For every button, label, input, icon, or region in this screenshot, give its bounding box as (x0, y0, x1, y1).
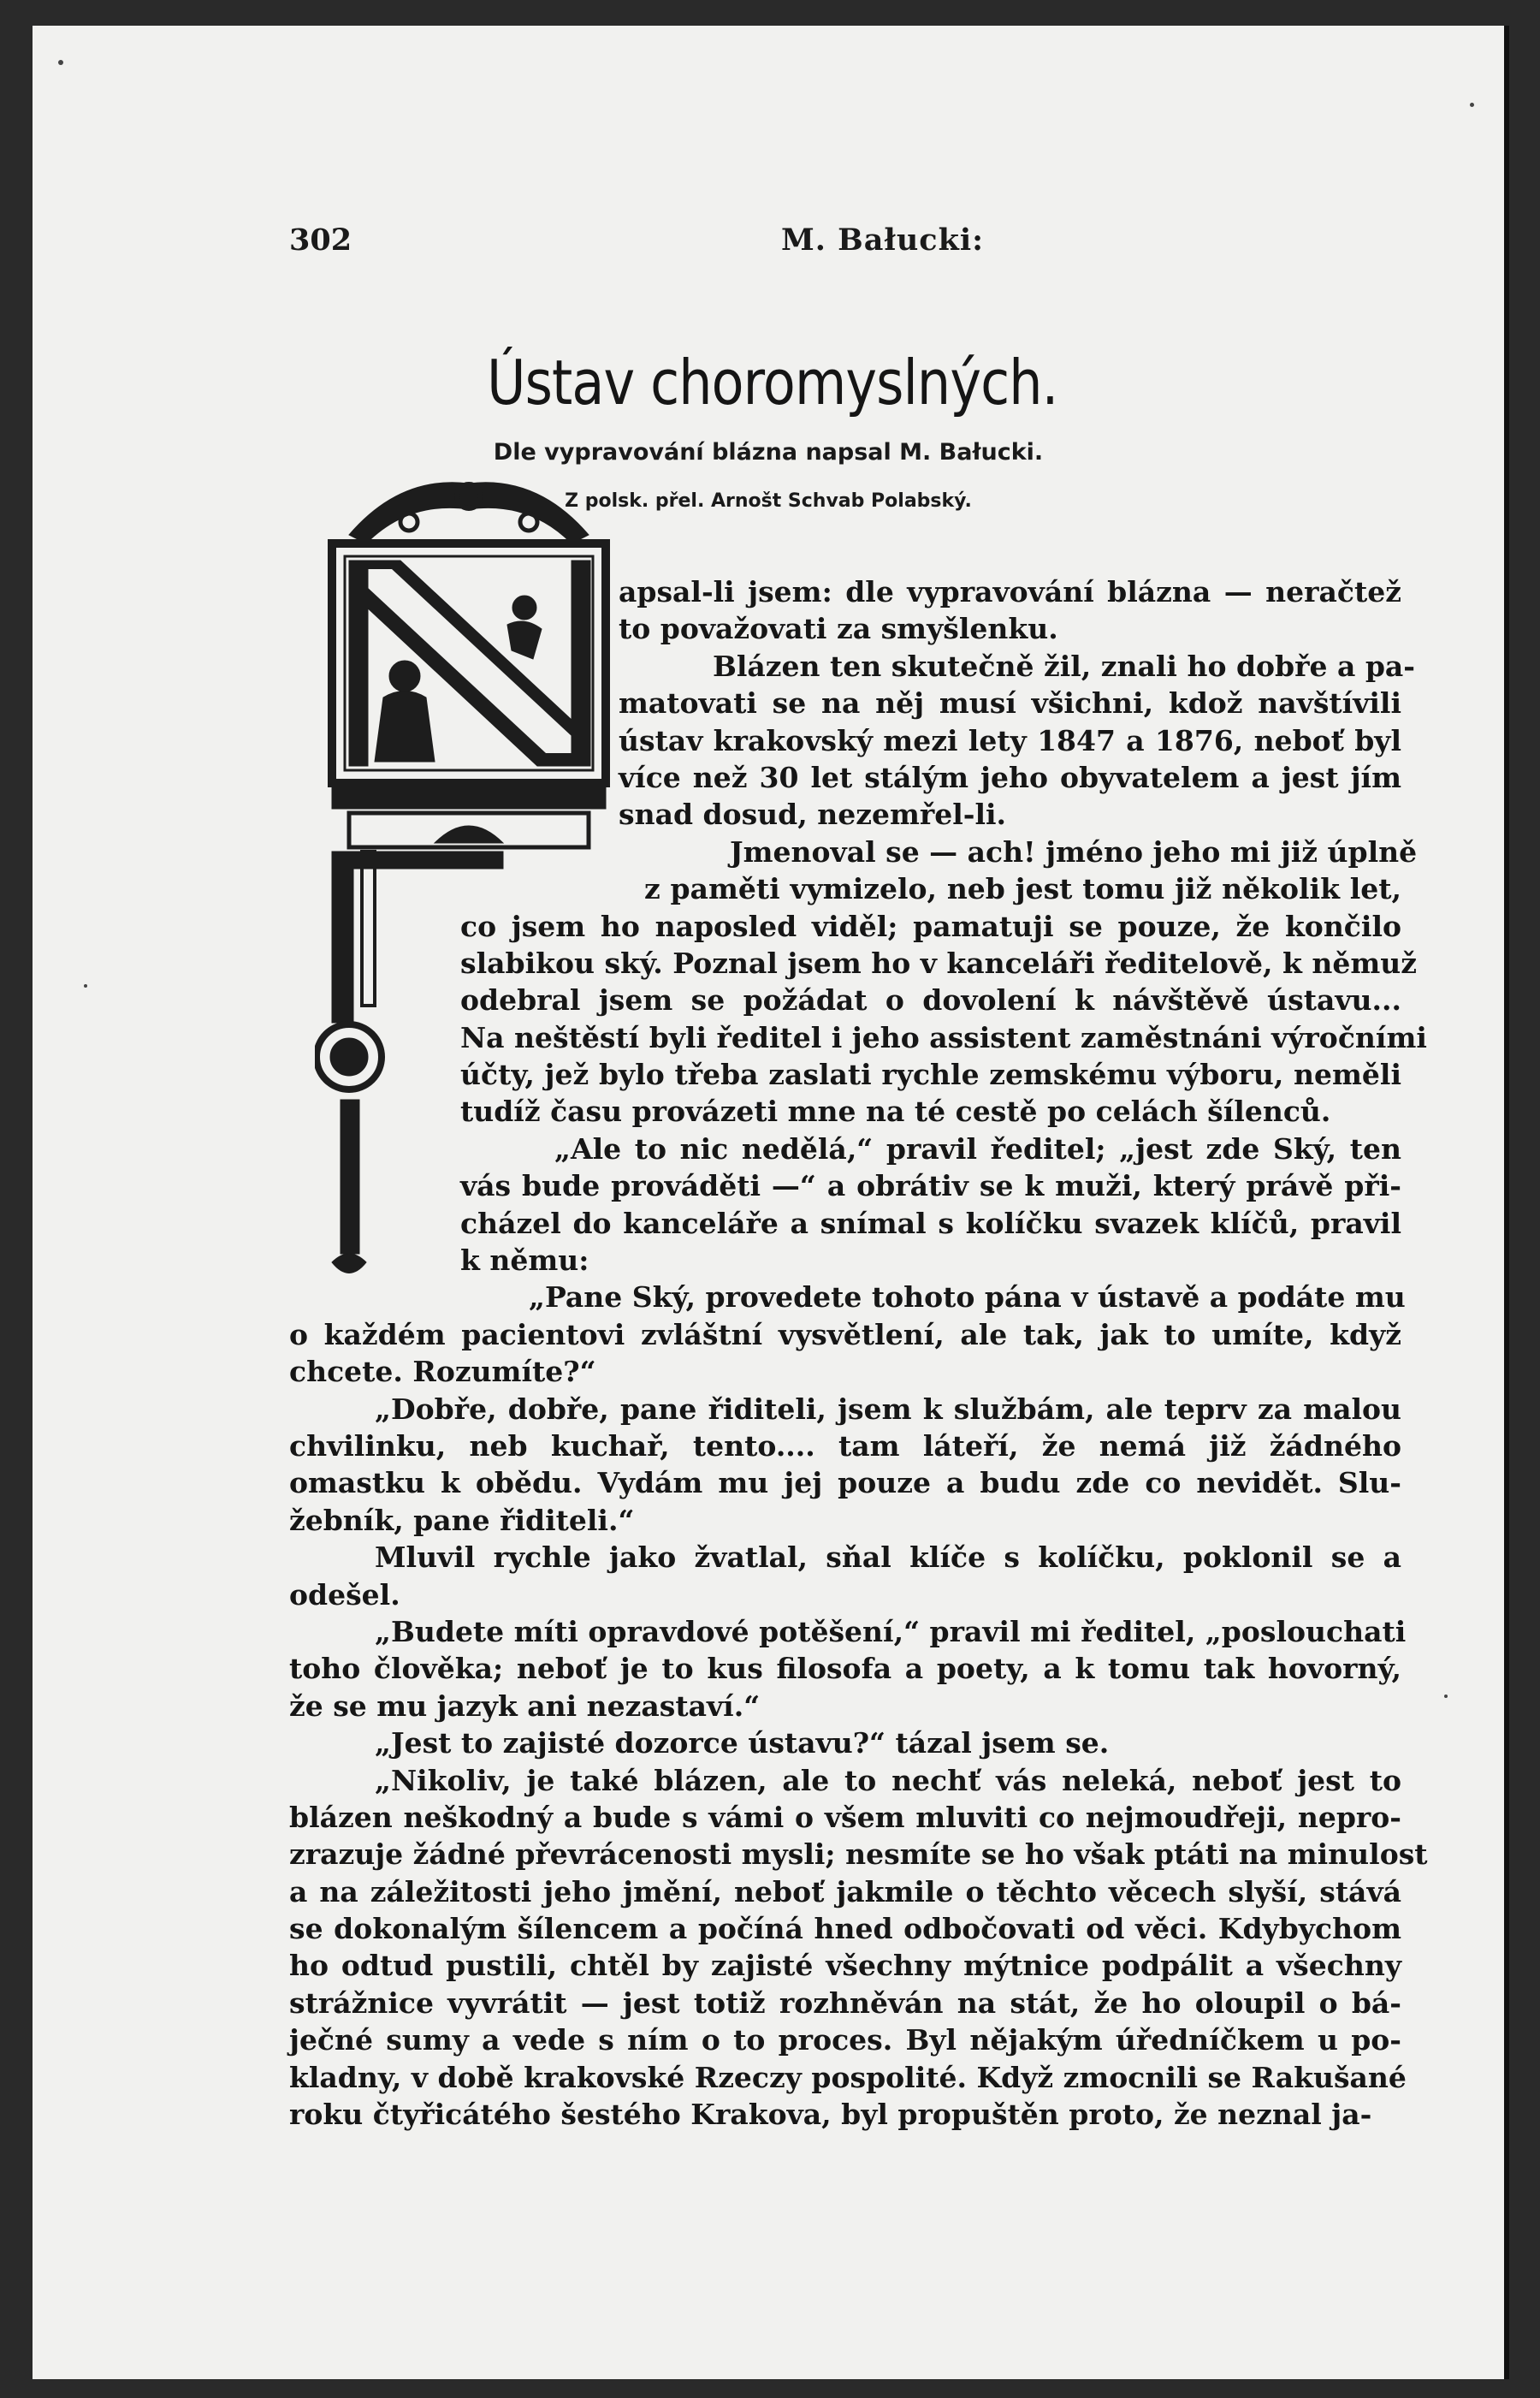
running-head: M. Bałucki: (781, 223, 985, 258)
book-page (33, 26, 1509, 2379)
text-line: slabikou ský. Poznal jsem ho v kanceláři ředitelově, k němuž (460, 946, 1418, 980)
text-line: cházel do kanceláře a snímal s kolíčku svazek klíčů, pravil (460, 1206, 1401, 1240)
text-line: z paměti vymizelo, neb jest tomu již několik let, (644, 872, 1401, 906)
text-line: k němu: (460, 1244, 589, 1278)
translator-credit: Z polsk. přel. Arnošt Schvab Polabský. (565, 490, 972, 512)
text-line: snad dosud, nezemřel-li. (619, 798, 1007, 832)
text-line: „Pane Ský, provedete tohoto pána v ústavě a podáte mu (529, 1280, 1406, 1315)
text-line: „Ale to nic nedělá,“ pravil ředitel; „jest zde Ský, ten (554, 1131, 1401, 1166)
text-line: to považovati za smyšlenku. (619, 612, 1058, 646)
text-line: odešel. (289, 1577, 400, 1612)
text-line: žebník, pane řiditeli.“ (289, 1503, 635, 1537)
text-line: ječné sumy a vede s ním o to proces. Byl nějakým úředníčkem u po- (289, 2023, 1401, 2057)
text-line: „Jest to zajisté dozorce ústavu?“ tázal jsem se. (375, 1726, 1110, 1760)
text-line: blázen neškodný a bude s vámi o všem mluviti co nejmoudřeji, nepro- (289, 1800, 1401, 1834)
text-line: matovati se na něj musí všichni, kdož navštívili (619, 686, 1401, 721)
page-header (289, 223, 1401, 274)
text-line: zrazuje žádné převrácenosti mysli; nesmíte se ho však ptáti na minulost (289, 1837, 1428, 1872)
text-line: že se mu jazyk ani nezastaví.“ (289, 1689, 761, 1723)
text-line: více než 30 let stálým jeho obyvatelem a jest jím (619, 760, 1401, 794)
text-line: o každém pacientovi zvláštní vysvětlení, ale tak, jak to umíte, když (289, 1317, 1401, 1351)
scan-speck (1470, 103, 1474, 107)
text-line: roku čtyřicátého šestého Krakova, byl propuštěn proto, že neznal ja- (289, 2098, 1372, 2132)
text-line: se dokonalým šílencem a počíná hned odbočovati od věci. Kdybychom (289, 1912, 1401, 1946)
text-line: omastku k obědu. Vydám mu jej pouze a budu zde co nevidět. Slu- (289, 1466, 1401, 1500)
text-line: a na záležitosti jeho jmění, neboť jakmile o těchto věcech slyší, stává (289, 1874, 1401, 1908)
scan-speck (84, 984, 87, 988)
scan-speck (1444, 1695, 1448, 1698)
text-line: toho člověka; neboť je to kus filosofa a poety, a k tomu tak hovorný, (289, 1652, 1401, 1686)
text-line: tudíž času provázeti mne na té cestě po celách šílenců. (460, 1095, 1331, 1129)
text-line: ústav krakovský mezi lety 1847 a 1876, neboť byl (619, 723, 1401, 757)
text-line: ho odtud pustili, chtěl by zajisté všechny mýtnice podpálit a všechny (289, 1949, 1401, 1983)
text-line: chvilinku, neb kuchař, tento.... tam láteří, že nemá již žádného (289, 1428, 1401, 1463)
chapter-title: Ústav choromyslných. (487, 347, 1058, 418)
text-line: co jsem ho naposled viděl; pamatuji se pouze, že končilo (460, 909, 1401, 943)
text-line: apsal-li jsem: dle vypravování blázna — neračtež (619, 575, 1401, 608)
text-line: „Nikoliv, je také blázen, ale to nechť vás neleká, neboť jest to (375, 1763, 1401, 1797)
text-line: Mluvil rychle jako žvatlal, sňal klíče s kolíčku, poklonil se a (375, 1540, 1401, 1575)
page-number: 302 (289, 223, 352, 258)
text-line: „Dobře, dobře, pane řiditeli, jsem k službám, ale teprv za malou (375, 1392, 1401, 1426)
body-text (289, 573, 1428, 2133)
text-line: „Budete míti opravdové potěšení,“ pravil mi ředitel, „poslouchati (375, 1614, 1407, 1648)
text-line: odebral jsem se požádat o dovolení k návštěvě ústavu... (460, 983, 1401, 1018)
text-line: Jmenoval se — ach! jméno jeho mi již úplně (730, 834, 1418, 869)
text-line: Blázen ten skutečně žil, znali ho dobře a pa- (713, 649, 1416, 683)
chapter-subtitle: Dle vypravování blázna napsal M. Bałucki. (493, 439, 1044, 466)
text-line: chcete. Rozumíte?“ (289, 1355, 596, 1389)
text-line: kladny, v době krakovské Rzeczy pospolité. Když zmocnili se Rakušané (289, 2060, 1407, 2094)
text-line: Na neštěstí byli ředitel i jeho assistent zaměstnáni výročními (460, 1020, 1427, 1054)
text-line: vás bude prováděti —“ a obrátiv se k muži, který právě při- (460, 1169, 1401, 1203)
text-line: strážnice vyvrátit — jest totiž rozhněván na stát, že ho oloupil o bá- (289, 1985, 1401, 2020)
scan-speck (58, 60, 63, 65)
text-line: účty, jež bylo třeba zaslati rychle zemskému výboru, neměli (460, 1058, 1401, 1092)
